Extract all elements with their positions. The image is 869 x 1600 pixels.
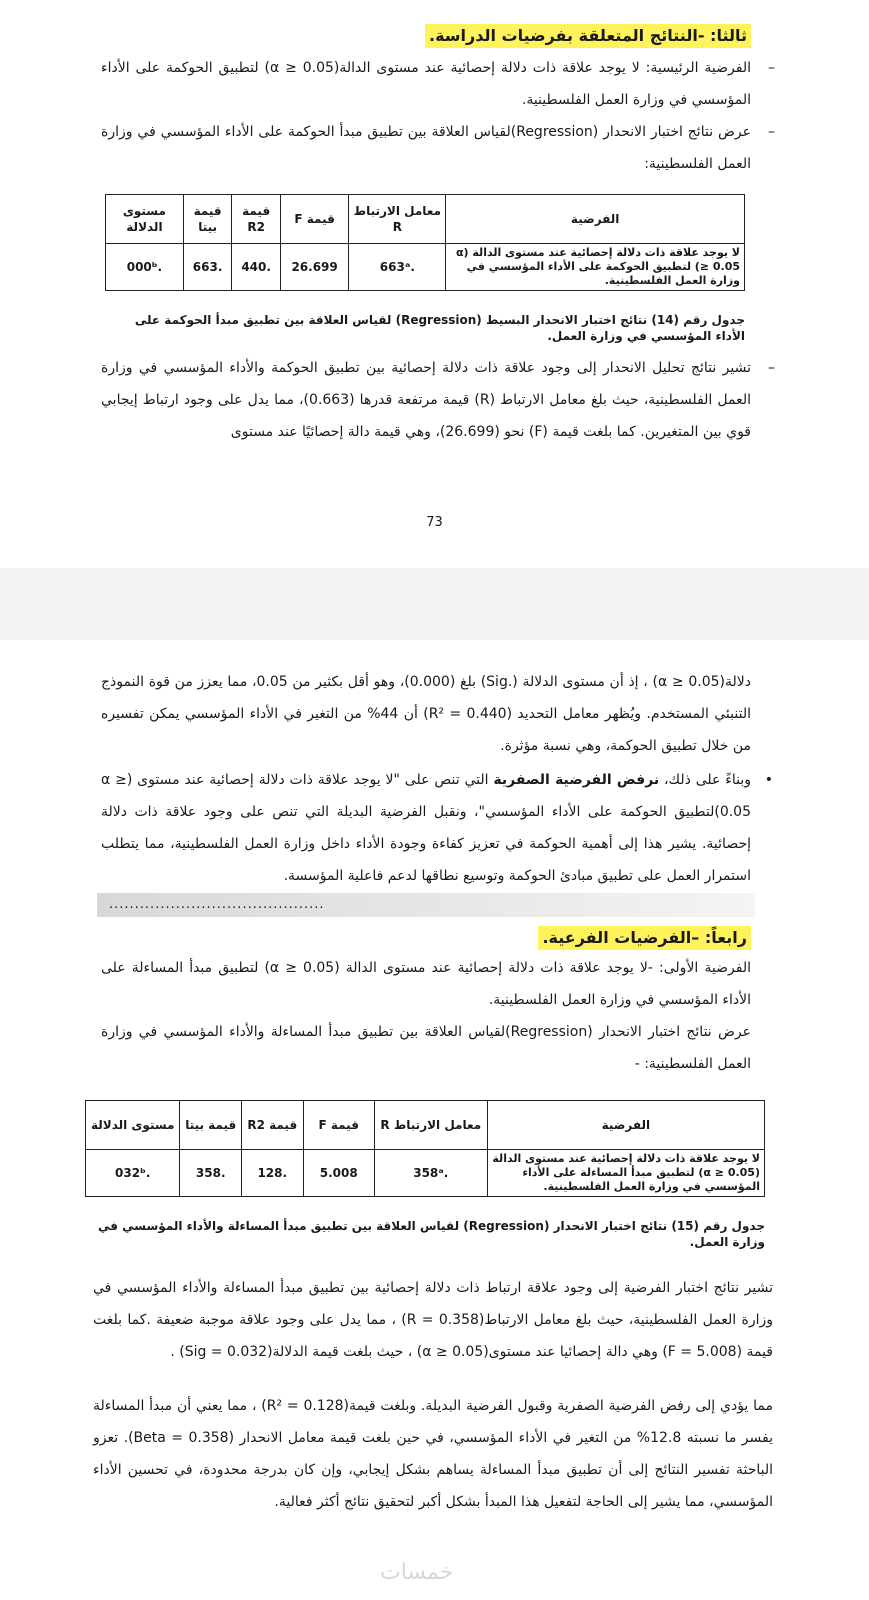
table-cell: .440 bbox=[232, 244, 281, 291]
table-header-row bbox=[86, 1101, 765, 1150]
dotted-separator: .......................................... bbox=[97, 893, 755, 917]
table-header-cell: قيمة F bbox=[303, 1101, 374, 1150]
table-cell: .000ᵇ bbox=[106, 244, 184, 291]
results-paragraph: – تشير نتائج تحليل الانحدار إلى وجود علاقة ذات دلالة إحصائية بين تطبيق الحوكمة والأداء المؤسسي في وزارة العمل الفلسطينية، حيث بلغ معامل الارتباط (R) قيمة مرتفعة قدرها (0.663)، مما يدل على وجود ارتباط إيجابي قوي بين المتغيرين. كما بلغت قيمة (F) نحو (26.699)، وهي قيمة دالة إحصائيًا عند مستوى bbox=[101, 352, 751, 448]
continuation-paragraph: دلالة(α ≥ 0.05) ، إذ أن مستوى الدلالة (.Sig) بلغ (0.000)، وهو أقل بكثير من 0.05، مما يعزز من قوة النموذج التنبئي المستخدم. ويُظهر معامل التحديد (R² = 0.440) أن 44% من التغير في الأداء المؤسسي يمكن تفسيره من خلال تطبيق الحوكمة، وهي نسبة مؤثرة. bbox=[101, 674, 751, 754]
main-hypothesis-paragraph: – الفرضية الرئيسية: لا يوجد علاقة ذات دلالة إحصائية عند مستوى الدالة(α ≥ 0.05) لتطبيق الحوكمة على الأداء المؤسسي في وزارة العمل الفلسطينية. bbox=[101, 52, 751, 116]
table-caption-15: جدول رقم (15) نتائج اختبار الانحدار (Regression) لقياس العلاقة بين تطبيق مبدأ المساءلة والأداء المؤسسي في وزارة العمل. bbox=[97, 1219, 765, 1249]
regression-intro-paragraph-2: عرض نتائج اختبار الانحدار (Regression)لقياس العلاقة بين تطبيق مبدأ المساءلة والأداء المؤسسي في وزارة العمل الفلسطينية: - bbox=[101, 1024, 751, 1072]
table-header-cell: مستوى الدلالة bbox=[86, 1101, 180, 1150]
table-cell: .358ᵃ bbox=[374, 1150, 487, 1197]
rejection-prefix: وبناءً على ذلك، bbox=[659, 772, 751, 788]
document-page-74 bbox=[0, 640, 869, 1600]
table-cell: .663 bbox=[183, 244, 232, 291]
first-hypothesis-paragraph: الفرضية الأولى: -لا يوجد علاقة ذات دلالة إحصائية عند مستوى الدالة (α ≥ 0.05) لتطبيق مبدأ المساءلة على الأداء المؤسسي في وزارة العمل الفلسطينية. bbox=[101, 960, 751, 1008]
document-page-73 bbox=[0, 0, 869, 568]
table-cell: .032ᵇ bbox=[86, 1150, 180, 1197]
table-header-cell: قيمة R2 bbox=[232, 195, 281, 244]
table-cell-hypothesis: لا يوجد علاقة ذات دلالة إحصائية عند مستوى الدالة (α ≥ 0.05) لتطبيق الحوكمة على الأداء المؤسسي في وزارة العمل الفلسطينية. bbox=[446, 244, 745, 291]
table-cell: .358 bbox=[180, 1150, 242, 1197]
table-cell-hypothesis: لا يوجد علاقة ذات دلالة إحصائية عند مستوى الدالة (α ≥ 0.05) لتطبيق مبدأ المساءلة على الأداء المؤسسي في وزارة العمل الفلسطينية. bbox=[487, 1150, 764, 1197]
regression-table-14 bbox=[105, 194, 745, 291]
table-header-cell: قيمة R2 bbox=[242, 1101, 304, 1150]
table-header-cell: مستوى الدلالة bbox=[106, 195, 184, 244]
table-header-cell: معامل الارتباط R bbox=[374, 1101, 487, 1150]
results-paragraph-2: تشير نتائج اختبار الفرضية إلى وجود علاقة ارتباط ذات دلالة إحصائية بين تطبيق مبدأ المساءلة والأداء المؤسسي في وزارة العمل الفلسطينية، حيث بلغ معامل الارتباط(R = 0.358) ، مما يدل على وجود علاقة موجبة ضعيفة .كما بلغت قيمة (F = 5.008) وهي دالة إحصائيا عند مستوى(α ≥ 0.05) ، حيث بلغت قيمة الدلالة(Sig = 0.032) . bbox=[93, 1280, 774, 1360]
table-cell: 26.699 bbox=[280, 244, 348, 291]
table-row bbox=[106, 244, 745, 291]
table-cell: .128 bbox=[242, 1150, 304, 1197]
rejection-bold-phrase: نرفض الفرضية الصفرية bbox=[493, 772, 660, 788]
table-header-cell: معامل الارتباط R bbox=[349, 195, 446, 244]
page-number: 73 bbox=[426, 515, 443, 530]
section-heading-fourth: رابعاً: –الفرضيات الفرعية. bbox=[538, 926, 751, 950]
rejection-rest: التي تنص على "لا يوجد علاقة ذات دلالة إحصائية عند مستوى (α ≥ 0.05)لتطبيق الحوكمة على الأداء المؤسسي"، ونقبل الفرضية البديلة التي تنص على وجود علاقة ذات دلالة إحصائية. يشير هذا إلى أهمية الحوكمة في تعزيز كفاءة وجودة الأداء داخل وزارة العمل الفلسطينية، مما يتطلب استمرار العمل على تطبيق مبادئ الحوكمة وتوسيع نطاقها لدعم فاعلية المؤسسة. bbox=[101, 772, 751, 884]
table-header-row bbox=[106, 195, 745, 244]
table-header-cell: الفرضية bbox=[446, 195, 745, 244]
table-cell: 5.008 bbox=[303, 1150, 374, 1197]
table-header-cell: قيمة F bbox=[280, 195, 348, 244]
watermark-logo: خمسات bbox=[380, 1560, 454, 1585]
table-header-cell: قيمة بيتا bbox=[180, 1101, 242, 1150]
regression-intro-paragraph: – عرض نتائج اختبار الانحدار (Regression)لقياس العلاقة بين تطبيق مبدأ الحوكمة على الأداء المؤسسي في وزارة العمل الفلسطينية: bbox=[101, 116, 751, 180]
table-header-cell: الفرضية bbox=[487, 1101, 764, 1150]
table-cell: .663ᵃ bbox=[349, 244, 446, 291]
section-heading-third: ثالثا: -النتائج المتعلقة بفرضيات الدراسة. bbox=[425, 24, 751, 48]
table-header-cell: قيمة بيتا bbox=[183, 195, 232, 244]
conclusion-paragraph: مما يؤدي إلى رفض الفرضية الصفرية وقبول الفرضية البديلة. وبلغت قيمة(R² = 0.128) ، مما يعني أن مبدأ المساءلة يفسر ما نسبته 12.8% من التغير في الأداء المؤسسي، في حين بلغت قيمة معامل الانحدار (Beta = 0.358). تعزو الباحثة تفسير النتائج إلى أن تطبيق مبدأ المساءلة يساهم بشكل إيجابي، وإن كان بدرجة محدودة، في تحسين الأداء المؤسسي، مما يشير إلى الحاجة لتفعيل هذا المبدأ بشكل أكبر لتحقيق نتائج أكثر فعالية. bbox=[93, 1398, 773, 1510]
table-caption-14: جدول رقم (14) نتائج اختبار الانحدار البسيط (Regression) لقياس العلاقة بين تطبيق مبدأ الحوكمة على الأداء المؤسسي في وزارة العمل. bbox=[134, 313, 745, 343]
rejection-paragraph bbox=[101, 764, 751, 892]
table-row bbox=[86, 1150, 765, 1197]
regression-table-15 bbox=[85, 1100, 765, 1197]
